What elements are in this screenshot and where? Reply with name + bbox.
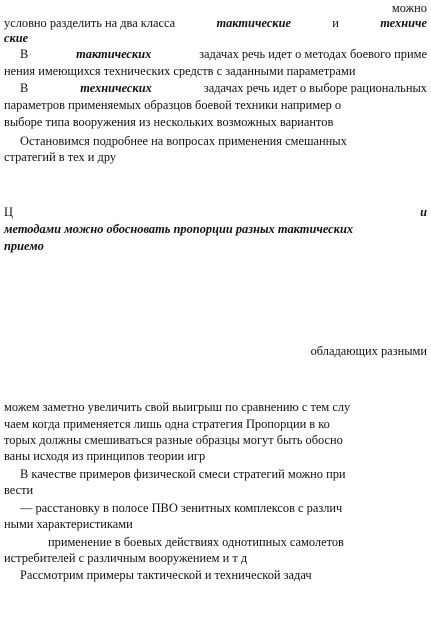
text-line-top-right: можно xyxy=(391,1,427,15)
text-line: ными характеристиками xyxy=(4,517,133,531)
text-line xyxy=(4,17,427,29)
text-line xyxy=(20,502,427,514)
text-line xyxy=(4,434,427,446)
text-line xyxy=(4,65,427,77)
term-tactical: тактических xyxy=(76,47,152,61)
text-fragment: и xyxy=(332,16,339,30)
text-line xyxy=(20,468,427,480)
text-line: обладающих разными xyxy=(310,344,427,358)
text-line: вести xyxy=(4,483,34,497)
text-fragment: В xyxy=(20,47,29,61)
text-fragment: чаем когда применяется лишь одна стратегия Пропорции в ко xyxy=(4,417,330,431)
text-line: истребителей с различным вооружением и т д xyxy=(4,551,248,565)
text-line xyxy=(48,536,427,548)
text-line xyxy=(20,48,427,60)
text-line: Рассмотрим примеры тактической и технической задач xyxy=(20,568,312,582)
text-line: приемо xyxy=(4,239,44,253)
term-tactical: тактические xyxy=(216,16,291,30)
text-line xyxy=(20,135,427,147)
text-fragment: задачах речь идет о методах боевого приме xyxy=(199,47,427,61)
text-fragment: торых должны смешиваться разные образцы могут быть обосно xyxy=(4,433,343,447)
text-line: выборе типа вооружения из нескольких возможных вариантов xyxy=(4,115,334,129)
text-fragment: задачах речь идет о выборе рациональных xyxy=(203,81,427,95)
text-line xyxy=(20,82,427,94)
text-line: ваны исходя из принципов теории игр xyxy=(4,449,206,463)
text-line xyxy=(4,206,427,218)
text-fragment: — расстановку в полосе ПВО зенитных комплексов с различ xyxy=(20,501,343,515)
text-fragment: Остановимся подробнее на вопросах применения смешанных xyxy=(20,134,347,148)
text-line: стратегий в тех и дру xyxy=(4,150,117,164)
text-line xyxy=(4,99,427,111)
text-fragment: параметров применяемых образцов боевой техники например о xyxy=(4,98,342,112)
text-fragment: можем заметно увеличить свой выигрыш по сравнению с тем слу xyxy=(4,400,351,414)
text-line: ские xyxy=(4,31,29,45)
term-technical: технических xyxy=(80,81,152,95)
text-fragment: применение в боевых действиях однотипных самолетов xyxy=(48,535,344,549)
text-fragment: В качестве примеров физической смеси стратегий можно при xyxy=(20,467,346,481)
text-fragment: и xyxy=(420,205,427,219)
text-line xyxy=(4,401,427,413)
text-fragment: методами можно обосновать пропорции разных тактических xyxy=(4,222,354,236)
text-fragment: В xyxy=(20,81,29,95)
text-fragment: Ц xyxy=(4,205,13,219)
text-line xyxy=(4,418,427,430)
text-fragment: условно разделить на два класса xyxy=(4,16,176,30)
text-fragment: нения имеющихся технических средств с заданными параметрами xyxy=(4,64,356,78)
text-line xyxy=(4,223,427,235)
term-technical-part: техниче xyxy=(380,16,427,30)
